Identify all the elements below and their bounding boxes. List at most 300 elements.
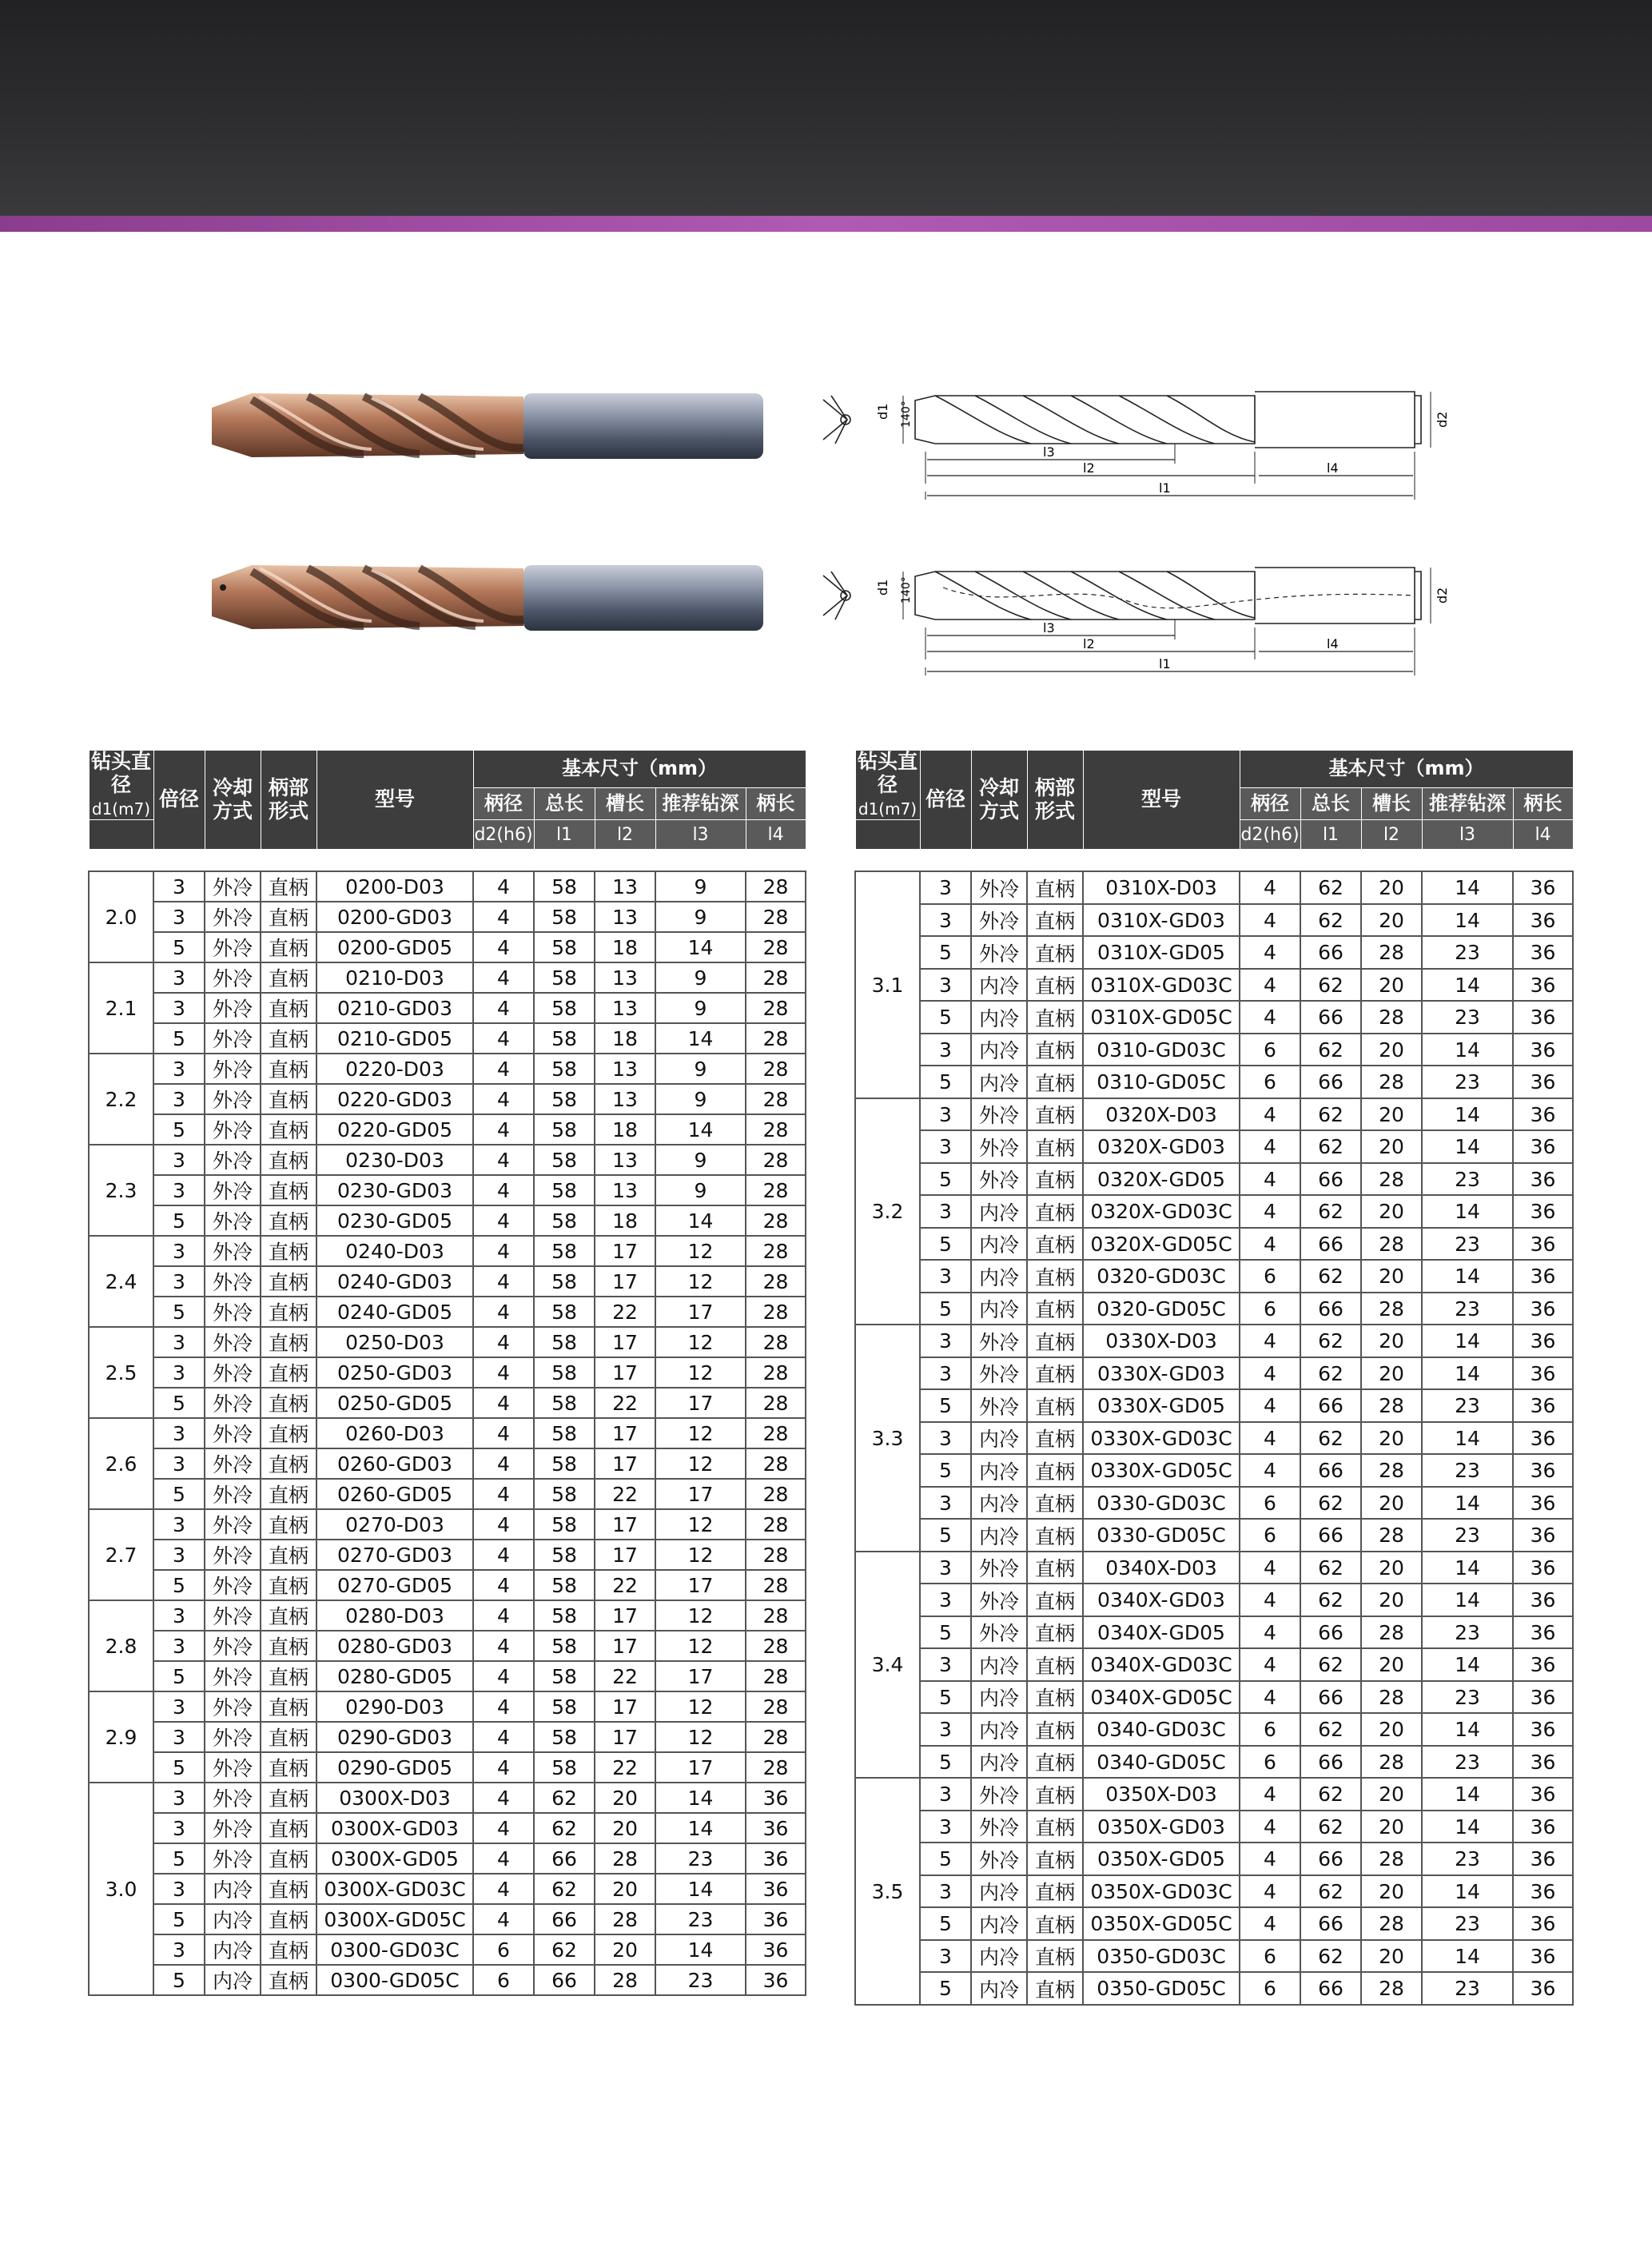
cell-shank-form: 直柄 [261, 1205, 316, 1236]
cell-total-len: 58 [534, 902, 595, 932]
cell-shank-dia: 4 [1240, 1843, 1300, 1875]
cell-shank-len: 36 [1513, 969, 1573, 1002]
cell-flute-len: 20 [595, 1874, 655, 1904]
cell-flute-len: 20 [595, 1934, 655, 1965]
table-row [855, 1130, 1573, 1163]
cell-shank-len: 36 [1513, 1260, 1573, 1293]
header-empty [89, 820, 153, 850]
cell-cooling: 内冷 [971, 1487, 1027, 1520]
cell-drill-diameter: 3.2 [855, 1098, 920, 1325]
cell-total-len: 58 [534, 1752, 595, 1783]
cell-multiple: 3 [153, 993, 205, 1023]
cell-cooling: 内冷 [971, 1454, 1027, 1487]
cell-total-len: 58 [534, 1722, 595, 1752]
cell-shank-len: 36 [1513, 1454, 1573, 1487]
table-row [89, 1388, 806, 1418]
cell-multiple: 3 [920, 1940, 971, 1973]
cell-shank-dia: 6 [1240, 1293, 1300, 1325]
cell-multiple: 3 [920, 1811, 971, 1843]
cell-model: 0310X-GD05 [1083, 936, 1240, 969]
header-sym-l4: l4 [746, 820, 806, 850]
cell-rec-depth: 23 [1422, 1163, 1513, 1196]
cell-flute-len: 22 [595, 1570, 655, 1600]
header-model: 型号 [316, 751, 473, 850]
cell-shank-len: 28 [746, 1084, 806, 1114]
cell-model: 0210-GD05 [316, 1023, 473, 1054]
cell-multiple: 3 [920, 1130, 971, 1163]
cell-shank-form: 直柄 [261, 1388, 316, 1418]
cell-total-len: 66 [534, 1965, 595, 1995]
cell-flute-len: 20 [1361, 1195, 1422, 1228]
cell-shank-len: 36 [1513, 1357, 1573, 1390]
table-row [89, 1418, 806, 1448]
cell-cooling: 内冷 [971, 1001, 1027, 1034]
cell-shank-dia: 4 [473, 1479, 534, 1509]
table-row [89, 1691, 806, 1722]
cell-shank-dia: 4 [473, 1054, 534, 1084]
drill-photo-external [204, 376, 771, 472]
header-total-len: 总长 [534, 787, 595, 820]
cell-rec-depth: 14 [1422, 1713, 1513, 1746]
cell-total-len: 62 [1300, 871, 1361, 904]
cell-shank-dia: 4 [473, 902, 534, 932]
cell-multiple: 3 [153, 1448, 205, 1479]
table-row [855, 969, 1573, 1002]
table-row [89, 1054, 806, 1084]
cell-multiple: 3 [153, 1145, 205, 1175]
cell-total-len: 62 [1300, 1713, 1361, 1746]
cell-flute-len: 28 [1361, 1454, 1422, 1487]
cell-total-len: 66 [1300, 1681, 1361, 1714]
cell-model: 0310-GD05C [1083, 1066, 1240, 1098]
header-total-len: 总长 [1300, 787, 1361, 820]
cell-total-len: 66 [1300, 1616, 1361, 1649]
cell-total-len: 66 [1300, 1228, 1361, 1261]
cell-model: 0200-GD03 [316, 902, 473, 932]
cell-shank-len: 28 [746, 1266, 806, 1297]
cell-model: 0230-GD05 [316, 1205, 473, 1236]
cell-multiple: 5 [920, 1972, 971, 2005]
cell-shank-len: 36 [1513, 1487, 1573, 1520]
cell-shank-len: 28 [746, 902, 806, 932]
cell-multiple: 3 [920, 1713, 971, 1746]
cell-flute-len: 20 [1361, 1487, 1422, 1520]
cell-flute-len: 28 [1361, 1681, 1422, 1714]
cell-total-len: 58 [534, 1357, 595, 1388]
cell-rec-depth: 9 [655, 1175, 746, 1205]
cell-total-len: 66 [534, 1904, 595, 1934]
cell-total-len: 62 [1300, 1130, 1361, 1163]
cell-model: 0340X-GD03C [1083, 1648, 1240, 1681]
cell-model: 0240-D03 [316, 1236, 473, 1266]
cell-shank-dia: 4 [1240, 1357, 1300, 1390]
cell-total-len: 58 [534, 1540, 595, 1570]
cell-shank-dia: 4 [1240, 1907, 1300, 1940]
cell-shank-dia: 4 [473, 1175, 534, 1205]
cell-rec-depth: 17 [655, 1752, 746, 1783]
cell-cooling: 外冷 [205, 932, 261, 962]
cell-shank-len: 28 [746, 962, 806, 993]
cell-model: 0270-GD05 [316, 1570, 473, 1600]
cell-shank-dia: 4 [1240, 1001, 1300, 1034]
table-row [89, 1266, 806, 1297]
cell-multiple: 3 [920, 1422, 971, 1455]
table-row [855, 1487, 1573, 1520]
cell-flute-len: 28 [595, 1843, 655, 1874]
cell-cooling: 外冷 [971, 936, 1027, 969]
cell-shank-form: 直柄 [1027, 1487, 1083, 1520]
table-row [855, 1389, 1573, 1422]
cell-rec-depth: 12 [655, 1540, 746, 1570]
table-row [89, 1540, 806, 1570]
cell-shank-form: 直柄 [1027, 1778, 1083, 1811]
cell-cooling: 外冷 [205, 1327, 261, 1357]
cell-shank-form: 直柄 [1027, 969, 1083, 1002]
cell-flute-len: 22 [595, 1479, 655, 1509]
cell-total-len: 58 [534, 1205, 595, 1236]
cell-total-len: 58 [534, 1266, 595, 1297]
cell-shank-form: 直柄 [261, 1752, 316, 1783]
cell-drill-diameter: 3.5 [855, 1778, 920, 2005]
cell-cooling: 外冷 [205, 1175, 261, 1205]
cell-shank-len: 36 [1513, 1778, 1573, 1811]
cell-flute-len: 20 [1361, 1325, 1422, 1357]
diagram-label-l2: l2 [1083, 636, 1095, 651]
cell-flute-len: 13 [595, 902, 655, 932]
cell-shank-len: 36 [1513, 936, 1573, 969]
cell-rec-depth: 23 [1422, 1616, 1513, 1649]
cell-shank-len: 36 [1513, 1616, 1573, 1649]
cell-rec-depth: 14 [1422, 1034, 1513, 1066]
cell-shank-dia: 4 [473, 1783, 534, 1813]
header-sym-l1: l1 [1300, 820, 1361, 850]
cell-shank-dia: 4 [1240, 1616, 1300, 1649]
cell-flute-len: 17 [595, 1540, 655, 1570]
cell-shank-dia: 4 [473, 1114, 534, 1145]
table-row [89, 1205, 806, 1236]
cell-rec-depth: 12 [655, 1236, 746, 1266]
cell-total-len: 62 [1300, 1195, 1361, 1228]
table-row [855, 1034, 1573, 1066]
cell-multiple: 5 [920, 1293, 971, 1325]
cell-shank-form: 直柄 [1027, 1260, 1083, 1293]
drill-diagram-internal [807, 540, 1479, 699]
cell-rec-depth: 12 [655, 1509, 746, 1540]
cell-rec-depth: 23 [1422, 1001, 1513, 1034]
cell-shank-dia: 4 [1240, 1584, 1300, 1616]
cell-shank-dia: 4 [473, 1874, 534, 1904]
cell-multiple: 3 [153, 1357, 205, 1388]
cell-shank-form: 直柄 [261, 1509, 316, 1540]
cell-cooling: 内冷 [971, 1519, 1027, 1552]
cell-multiple: 5 [920, 936, 971, 969]
header-basic-dims: 基本尺寸（mm） [1240, 751, 1573, 788]
cell-flute-len: 20 [1361, 1811, 1422, 1843]
cell-total-len: 58 [534, 1631, 595, 1661]
cell-model: 0220-GD03 [316, 1084, 473, 1114]
cell-multiple: 5 [920, 1163, 971, 1196]
cell-rec-depth: 12 [655, 1722, 746, 1752]
cell-shank-dia: 4 [473, 932, 534, 962]
cell-total-len: 62 [1300, 904, 1361, 937]
cell-total-len: 58 [534, 1600, 595, 1631]
cell-rec-depth: 14 [655, 1813, 746, 1843]
cell-shank-len: 28 [746, 1114, 806, 1145]
cell-shank-form: 直柄 [261, 1236, 316, 1266]
cell-cooling: 内冷 [971, 1713, 1027, 1746]
cell-cooling: 内冷 [971, 969, 1027, 1002]
cell-model: 0330-GD03C [1083, 1487, 1240, 1520]
cell-flute-len: 20 [1361, 1584, 1422, 1616]
cell-cooling: 外冷 [205, 1631, 261, 1661]
cell-total-len: 62 [534, 1813, 595, 1843]
cell-shank-dia: 4 [473, 1722, 534, 1752]
cell-multiple: 3 [153, 1600, 205, 1631]
cell-shank-dia: 4 [1240, 1163, 1300, 1196]
cell-shank-form: 直柄 [261, 993, 316, 1023]
cell-flute-len: 28 [1361, 1907, 1422, 1940]
cell-cooling: 内冷 [971, 1940, 1027, 1973]
header-cooling: 冷却方式 [205, 751, 261, 850]
cell-rec-depth: 23 [655, 1965, 746, 1995]
cell-shank-len: 36 [1513, 1001, 1573, 1034]
cell-multiple: 3 [153, 1236, 205, 1266]
cell-drill-diameter: 2.1 [89, 962, 153, 1054]
cell-flute-len: 18 [595, 1114, 655, 1145]
cell-cooling: 外冷 [971, 904, 1027, 937]
cell-multiple: 3 [153, 1934, 205, 1965]
cell-drill-diameter: 2.6 [89, 1418, 153, 1509]
cell-rec-depth: 23 [1422, 1519, 1513, 1552]
diagram-label-angle: 140° [900, 576, 913, 604]
table-row [855, 1616, 1573, 1649]
cell-shank-form: 直柄 [261, 1813, 316, 1843]
cell-rec-depth: 14 [1422, 1875, 1513, 1908]
cell-cooling: 外冷 [205, 1145, 261, 1175]
cell-total-len: 62 [1300, 1811, 1361, 1843]
cell-model: 0220-D03 [316, 1054, 473, 1084]
cell-multiple: 3 [153, 1783, 205, 1813]
cell-total-len: 58 [534, 962, 595, 993]
cell-shank-dia: 6 [1240, 1972, 1300, 2005]
cell-total-len: 66 [1300, 1293, 1361, 1325]
cell-shank-dia: 4 [473, 962, 534, 993]
cell-shank-form: 直柄 [261, 1783, 316, 1813]
cell-shank-dia: 4 [1240, 1875, 1300, 1908]
cell-total-len: 58 [534, 1661, 595, 1691]
cell-shank-form: 直柄 [1027, 871, 1083, 904]
cell-multiple: 3 [920, 1260, 971, 1293]
cell-multiple: 5 [153, 1297, 205, 1327]
cell-flute-len: 17 [595, 1236, 655, 1266]
cell-total-len: 58 [534, 1327, 595, 1357]
header-sym-l2: l2 [595, 820, 655, 850]
diagram-label-d2: d2 [1435, 587, 1450, 604]
cell-flute-len: 20 [595, 1783, 655, 1813]
cell-shank-dia: 6 [473, 1965, 534, 1995]
cell-shank-len: 36 [746, 1874, 806, 1904]
cell-model: 0340X-D03 [1083, 1552, 1240, 1584]
cell-model: 0260-D03 [316, 1418, 473, 1448]
cell-shank-len: 36 [1513, 1552, 1573, 1584]
cell-model: 0320X-GD03 [1083, 1130, 1240, 1163]
cell-shank-len: 28 [746, 1145, 806, 1175]
header-sym-l4: l4 [1513, 820, 1573, 850]
cell-shank-len: 36 [1513, 1746, 1573, 1779]
diagram-label-d2: d2 [1435, 411, 1450, 428]
cell-multiple: 5 [153, 1965, 205, 1995]
cell-multiple: 3 [153, 1266, 205, 1297]
cell-cooling: 内冷 [205, 1904, 261, 1934]
cell-multiple: 3 [153, 1874, 205, 1904]
cell-total-len: 66 [1300, 1454, 1361, 1487]
table-row [855, 1422, 1573, 1455]
cell-model: 0260-GD03 [316, 1448, 473, 1479]
cell-multiple: 5 [920, 1519, 971, 1552]
cell-shank-form: 直柄 [1027, 1907, 1083, 1940]
cell-rec-depth: 9 [655, 871, 746, 902]
cell-multiple: 5 [153, 1388, 205, 1418]
cell-rec-depth: 14 [655, 1874, 746, 1904]
cell-total-len: 58 [534, 1448, 595, 1479]
cell-shank-dia: 4 [473, 1205, 534, 1236]
cell-model: 0240-GD03 [316, 1266, 473, 1297]
cell-cooling: 外冷 [205, 1297, 261, 1327]
cell-model: 0300X-GD05 [316, 1843, 473, 1874]
cell-cooling: 外冷 [205, 1479, 261, 1509]
cell-model: 0300X-GD05C [316, 1904, 473, 1934]
cell-shank-dia: 4 [473, 1843, 534, 1874]
cell-multiple: 5 [920, 1616, 971, 1649]
cell-multiple: 3 [920, 969, 971, 1002]
cell-shank-form: 直柄 [1027, 1648, 1083, 1681]
cell-model: 0300X-D03 [316, 1783, 473, 1813]
cell-cooling: 外冷 [205, 1084, 261, 1114]
cell-cooling: 外冷 [205, 1843, 261, 1874]
header-rec-depth: 推荐钻深 [1422, 787, 1513, 820]
cell-cooling: 内冷 [971, 1195, 1027, 1228]
cell-model: 0280-GD03 [316, 1631, 473, 1661]
cell-model: 0280-GD05 [316, 1661, 473, 1691]
cell-shank-form: 直柄 [1027, 1843, 1083, 1875]
cell-total-len: 62 [1300, 1552, 1361, 1584]
cell-cooling: 外冷 [205, 962, 261, 993]
cell-shank-len: 36 [1513, 1195, 1573, 1228]
header-multiple: 倍径 [153, 751, 205, 850]
cell-total-len: 66 [1300, 1001, 1361, 1034]
table-row [89, 993, 806, 1023]
cell-shank-len: 28 [746, 1752, 806, 1783]
cell-model: 0220-GD05 [316, 1114, 473, 1145]
cell-flute-len: 20 [1361, 1260, 1422, 1293]
cell-shank-dia: 4 [473, 1236, 534, 1266]
diagram-label-l4: l4 [1327, 636, 1339, 651]
table-row [89, 1843, 806, 1874]
cell-shank-len: 36 [1513, 1972, 1573, 2005]
cell-rec-depth: 9 [655, 962, 746, 993]
cell-multiple: 3 [153, 1418, 205, 1448]
cell-multiple: 5 [920, 1907, 971, 1940]
cell-multiple: 5 [920, 1066, 971, 1098]
cell-shank-len: 36 [746, 1934, 806, 1965]
table-row [855, 1681, 1573, 1714]
cell-model: 0200-GD05 [316, 932, 473, 962]
cell-rec-depth: 23 [1422, 1907, 1513, 1940]
table-row [89, 932, 806, 962]
cell-shank-form: 直柄 [1027, 1034, 1083, 1066]
table-row [89, 1874, 806, 1904]
cell-multiple: 5 [153, 932, 205, 962]
cell-shank-dia: 4 [473, 871, 534, 902]
table-row [855, 1066, 1573, 1098]
cell-total-len: 66 [1300, 1519, 1361, 1552]
cell-shank-form: 直柄 [261, 1418, 316, 1448]
cell-cooling: 外冷 [205, 993, 261, 1023]
cell-shank-dia: 6 [1240, 1034, 1300, 1066]
cell-shank-len: 36 [1513, 1681, 1573, 1714]
cell-multiple: 5 [153, 1570, 205, 1600]
cell-model: 0340X-GD03 [1083, 1584, 1240, 1616]
cell-shank-form: 直柄 [1027, 1616, 1083, 1649]
cell-total-len: 58 [534, 1479, 595, 1509]
cell-cooling: 内冷 [971, 1648, 1027, 1681]
cell-total-len: 58 [534, 1297, 595, 1327]
cell-model: 0350-GD05C [1083, 1972, 1240, 2005]
cell-total-len: 66 [1300, 936, 1361, 969]
cell-shank-dia: 4 [473, 1084, 534, 1114]
cell-flute-len: 13 [595, 1084, 655, 1114]
cell-shank-len: 36 [1513, 1130, 1573, 1163]
cell-cooling: 内冷 [971, 1066, 1027, 1098]
cell-shank-len: 36 [1513, 1325, 1573, 1357]
cell-shank-form: 直柄 [1027, 1066, 1083, 1098]
cell-cooling: 外冷 [205, 1205, 261, 1236]
cell-cooling: 外冷 [971, 1778, 1027, 1811]
cell-total-len: 66 [1300, 1746, 1361, 1779]
diagram-label-l2: l2 [1083, 460, 1095, 476]
cell-shank-len: 36 [1513, 1907, 1573, 1940]
cell-rec-depth: 23 [1422, 1454, 1513, 1487]
cell-shank-len: 28 [746, 1357, 806, 1388]
cell-rec-depth: 23 [655, 1904, 746, 1934]
cell-multiple: 3 [920, 1584, 971, 1616]
cell-shank-dia: 4 [473, 1752, 534, 1783]
cell-multiple: 3 [153, 902, 205, 932]
table-row [89, 1175, 806, 1205]
cell-shank-len: 36 [1513, 1875, 1573, 1908]
cell-multiple: 5 [920, 1843, 971, 1875]
cell-cooling: 内冷 [205, 1874, 261, 1904]
cell-cooling: 外冷 [205, 902, 261, 932]
cell-model: 0320-GD05C [1083, 1293, 1240, 1325]
cell-rec-depth: 14 [1422, 1260, 1513, 1293]
cell-model: 0350X-GD03C [1083, 1875, 1240, 1908]
cell-shank-form: 直柄 [1027, 936, 1083, 969]
cell-total-len: 62 [1300, 1034, 1361, 1066]
cell-rec-depth: 14 [1422, 1648, 1513, 1681]
cell-model: 0320-GD03C [1083, 1260, 1240, 1293]
cell-rec-depth: 14 [1422, 969, 1513, 1002]
cell-cooling: 外冷 [971, 1811, 1027, 1843]
header-shank-dia: 柄径 [1240, 787, 1300, 820]
cell-flute-len: 20 [1361, 1713, 1422, 1746]
cell-shank-len: 28 [746, 1297, 806, 1327]
cell-shank-dia: 4 [1240, 1811, 1300, 1843]
cell-model: 0320X-GD03C [1083, 1195, 1240, 1228]
table-row [855, 1293, 1573, 1325]
cell-shank-dia: 4 [473, 1509, 534, 1540]
table-row [89, 1357, 806, 1388]
